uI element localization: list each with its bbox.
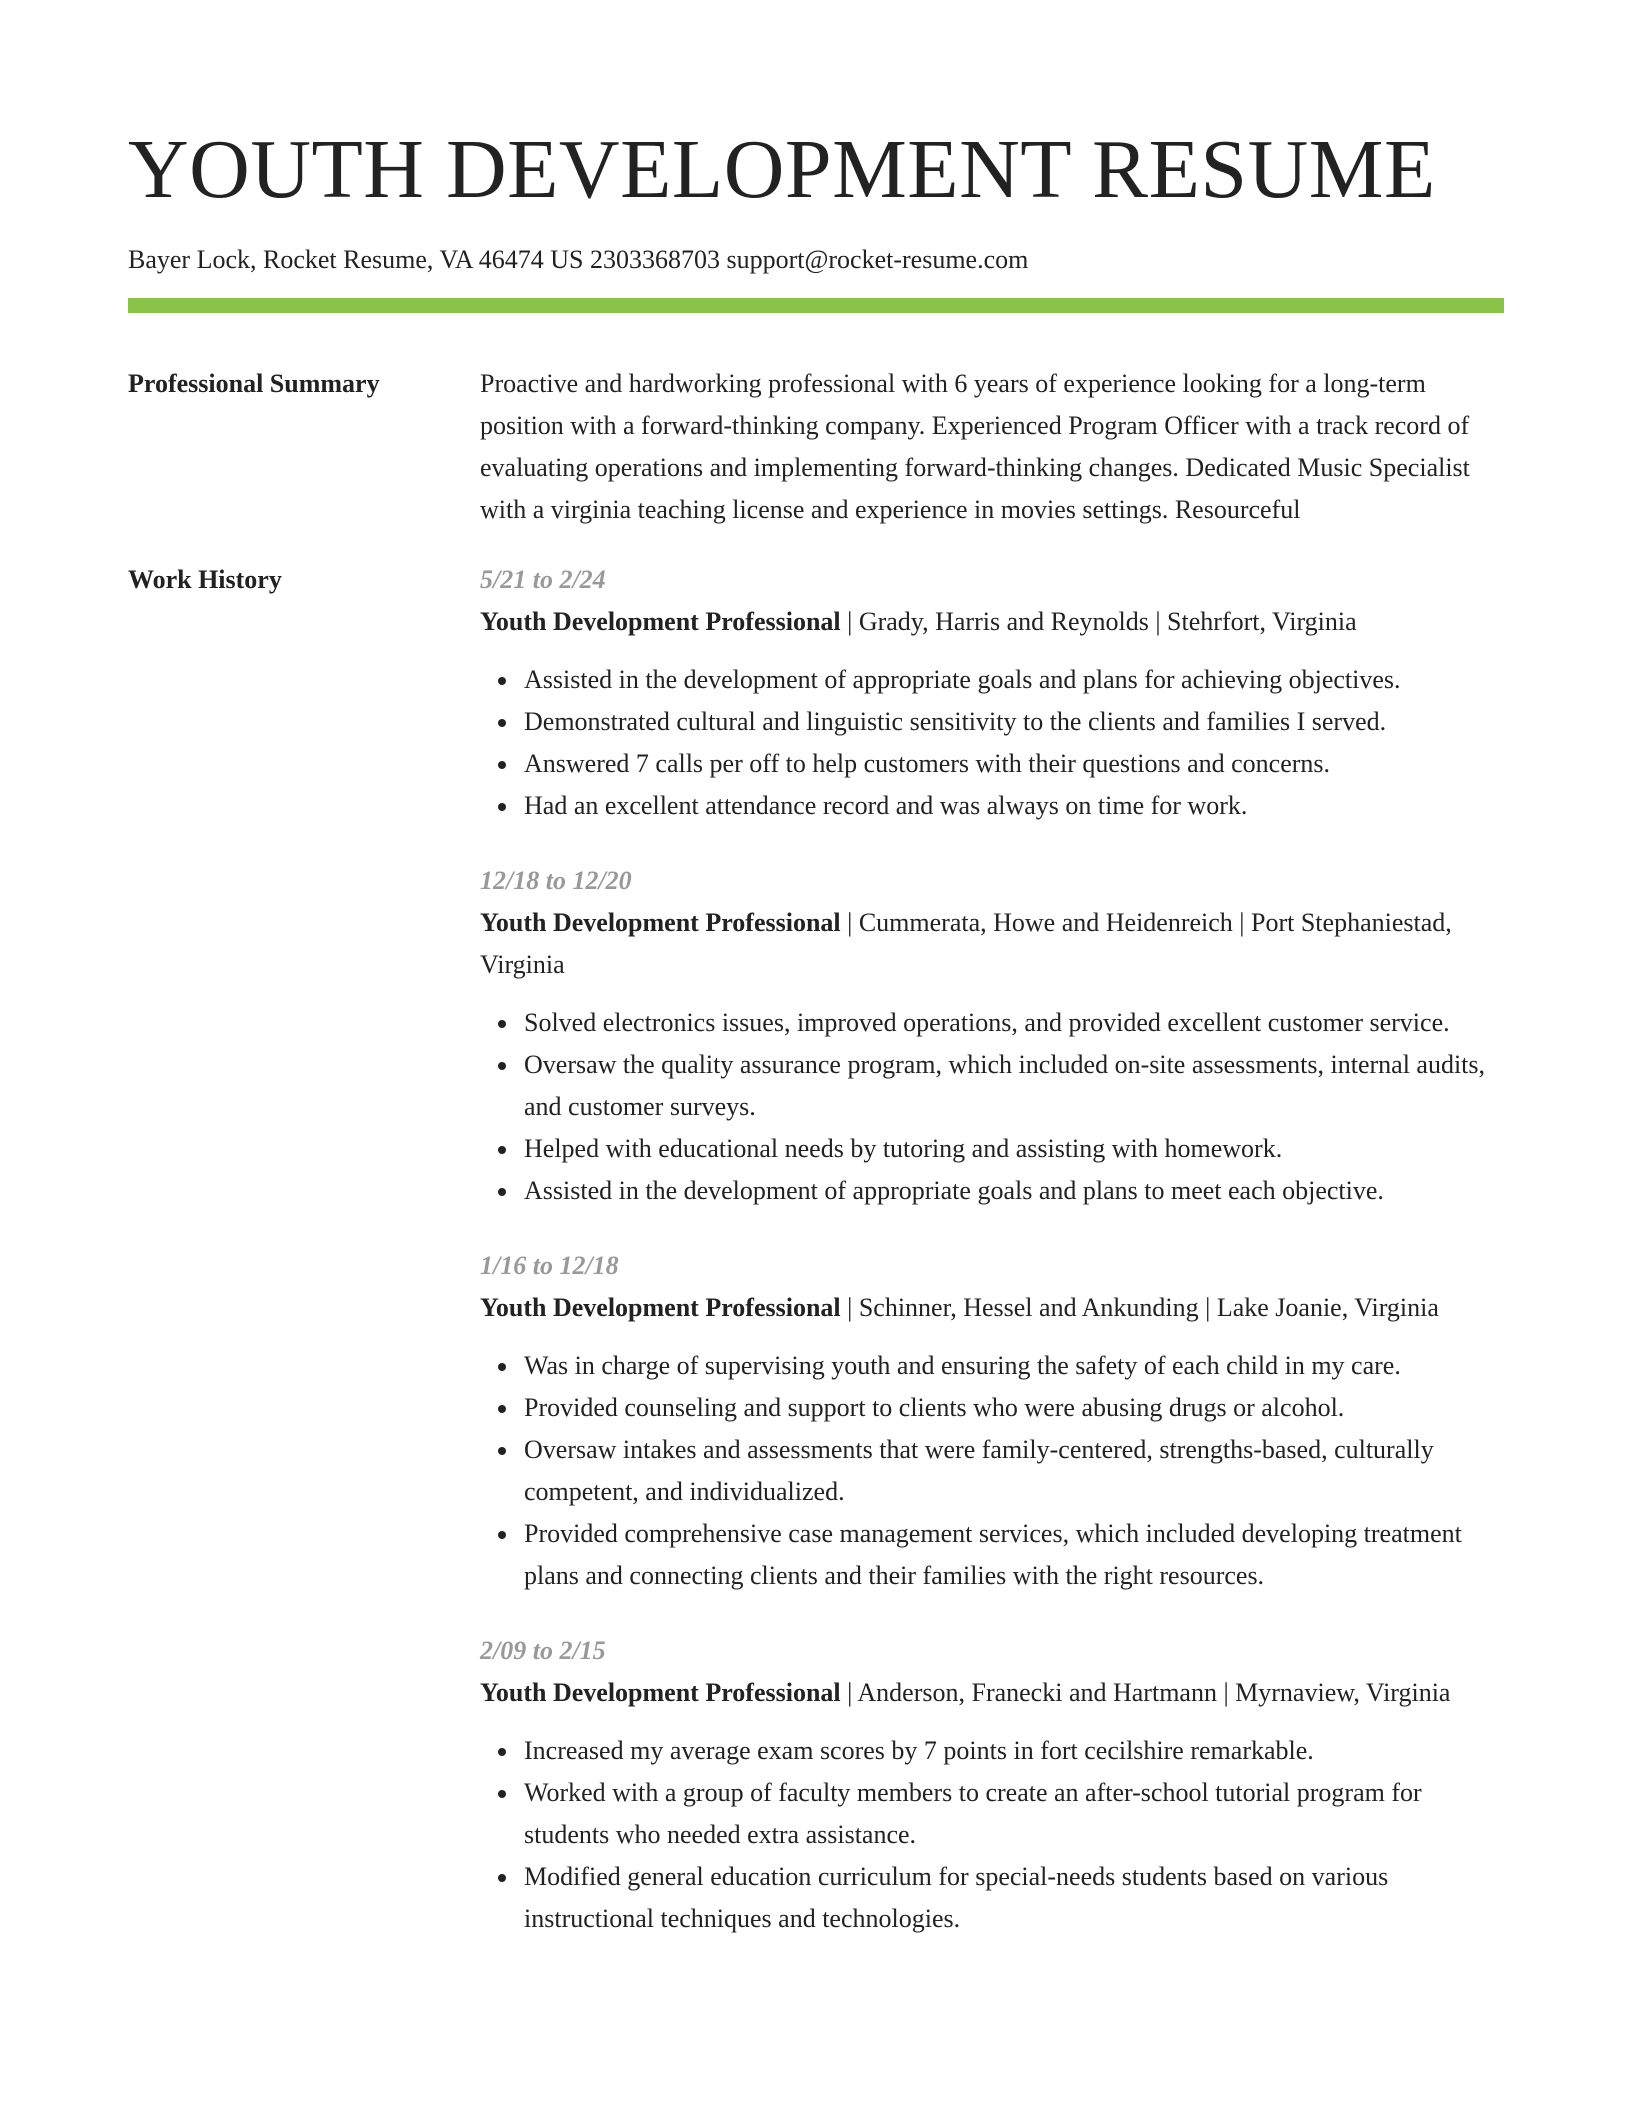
job-bullet: Answered 7 calls per off to help customers with their questions and concerns. xyxy=(524,743,1504,785)
job-bullet-list xyxy=(480,1002,1504,1212)
job-company-location: | Cummerata, Howe and Heidenreich | Port Stephaniestad, Virginia xyxy=(480,908,1452,979)
job-bullet: Assisted in the development of appropriate goals and plans to meet each objective. xyxy=(524,1170,1504,1212)
section-label-work-history: Work History xyxy=(128,565,282,594)
job-bullet: Had an excellent attendance record and was always on time for work. xyxy=(524,785,1504,827)
job-bullet: Increased my average exam scores by 7 points in fort cecilshire remarkable. xyxy=(524,1730,1504,1772)
work-history-section xyxy=(128,559,1504,1973)
contact-line: Bayer Lock, Rocket Resume, VA 46474 US 2303368703 support@rocket-resume.com xyxy=(128,245,1029,274)
job-bullet: Helped with educational needs by tutoring and assisting with homework. xyxy=(524,1128,1504,1170)
job-bullet: Provided comprehensive case management services, which included developing treatment plans and connecting clients and their families with the right resources. xyxy=(524,1513,1504,1597)
job-bullet: Assisted in the development of appropriate goals and plans for achieving objectives. xyxy=(524,659,1504,701)
job-heading xyxy=(480,902,1504,986)
job-role: Youth Development Professional xyxy=(480,908,841,937)
job-entry xyxy=(480,559,1504,827)
job-heading xyxy=(480,1287,1504,1329)
job-bullet: Solved electronics issues, improved operations, and provided excellent customer service. xyxy=(524,1002,1504,1044)
job-role: Youth Development Professional xyxy=(480,1678,841,1707)
job-entry xyxy=(480,1630,1504,1940)
job-role: Youth Development Professional xyxy=(480,1293,841,1322)
job-bullet: Oversaw intakes and assessments that were family-centered, strengths-based, culturally competent, and individualized. xyxy=(524,1429,1504,1513)
job-heading xyxy=(480,601,1504,643)
job-bullet: Provided counseling and support to clients who were abusing drugs or alcohol. xyxy=(524,1387,1504,1429)
work-history-list xyxy=(480,559,1504,1973)
resume-page xyxy=(128,0,1504,1973)
job-dates: 5/21 to 2/24 xyxy=(480,565,606,594)
job-dates: 1/16 to 12/18 xyxy=(480,1251,619,1280)
job-role: Youth Development Professional xyxy=(480,607,841,636)
job-company-location: | Anderson, Franecki and Hartmann | Myrnaview, Virginia xyxy=(840,1678,1451,1707)
job-bullet: Oversaw the quality assurance program, which included on-site assessments, internal audits, and customer surveys. xyxy=(524,1044,1504,1128)
job-bullet-list xyxy=(480,1730,1504,1940)
summary-text: Proactive and hardworking professional with 6 years of experience looking for a long-term position with a forward-thinking company. Experienced Program Officer with a track record of evaluating operations and implementing forward-thinking changes. Dedicated Music Specialist with a virginia teaching license and experience in movies settings. Resourceful xyxy=(480,369,1470,524)
resume-title: YOUTH DEVELOPMENT RESUME xyxy=(128,123,1436,216)
job-bullet-list xyxy=(480,1345,1504,1597)
section-label-professional-summary: Professional Summary xyxy=(128,369,380,398)
job-bullet-list xyxy=(480,659,1504,827)
job-entry xyxy=(480,860,1504,1212)
job-company-location: | Schinner, Hessel and Ankunding | Lake Joanie, Virginia xyxy=(840,1293,1439,1322)
job-dates: 2/09 to 2/15 xyxy=(480,1636,606,1665)
job-entry xyxy=(480,1245,1504,1597)
job-heading xyxy=(480,1672,1504,1714)
job-company-location: | Grady, Harris and Reynolds | Stehrfort, Virginia xyxy=(840,607,1357,636)
job-bullet: Worked with a group of faculty members to create an after-school tutorial program for students who needed extra assistance. xyxy=(524,1772,1504,1856)
job-dates: 12/18 to 12/20 xyxy=(480,866,632,895)
job-bullet: Demonstrated cultural and linguistic sensitivity to the clients and families I served. xyxy=(524,701,1504,743)
professional-summary-section xyxy=(128,363,1504,531)
accent-divider xyxy=(128,298,1504,313)
job-bullet: Modified general education curriculum for special-needs students based on various instructional techniques and technologies. xyxy=(524,1856,1504,1940)
job-bullet: Was in charge of supervising youth and ensuring the safety of each child in my care. xyxy=(524,1345,1504,1387)
